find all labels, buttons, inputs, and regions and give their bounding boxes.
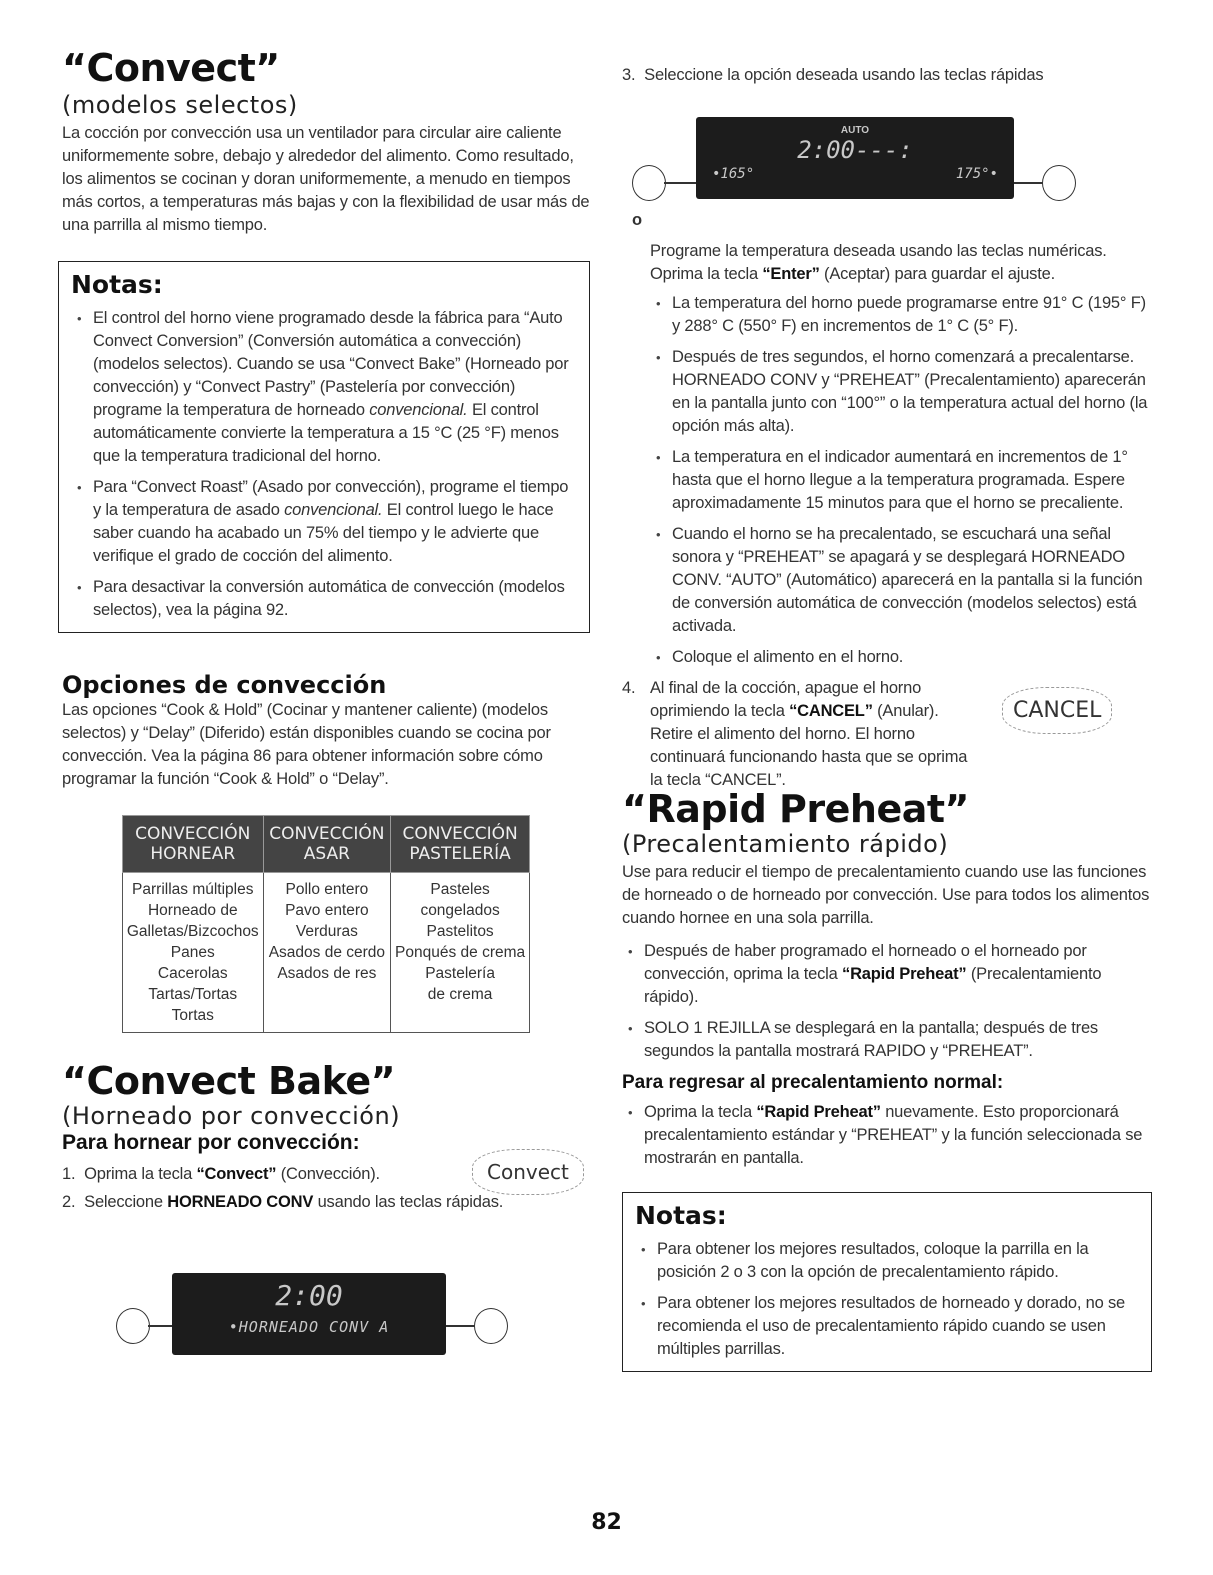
bullet-place-food: • Coloque el alimento en el horno. [650, 646, 1152, 669]
table-col-pasteleria: Pasteles congelados Pastelitos Ponqués de crema Pastelería de crema [391, 873, 530, 1033]
notes-title-1: Notas: [71, 270, 163, 299]
table-col-hornear: Parrillas múltiples Horneado de Galletas/Bizcochos Panes Cacerolas Tartas/Tortas Tortas [123, 873, 264, 1033]
step-4-text: 4. Al final de la cocción, apague el horno oprimiendo la tecla “CANCEL” (Anular). Retire el alimento del horno. El horno continuará funcionando hasta que se oprima la tecla “CANCEL”. [622, 679, 968, 789]
cancel-key-icon: CANCEL [1002, 687, 1112, 734]
rapid-bullet-2: • SOLO 1 REJILLA se desplegará en la pantalla; después de tres segundos la pantalla mostrará RAPIDO y “PREHEAT”. [622, 1017, 1152, 1063]
table-header-pasteleria: CONVECCIÓN PASTELERÍA [391, 816, 530, 873]
rapid-bullet-3: • Oprima la tecla “Rapid Preheat” nuevamente. Esto proporcionará precalentamiento estándar y “PREHEAT” y la función seleccionada se mostrarán en pantalla. [622, 1101, 1152, 1170]
bullet-temp-range: • La temperatura del horno puede programarse entre 91° C (195° F) y 288° C (550° F) en incrementos de 1° C (5° F). [650, 292, 1152, 338]
note-1-1: • El control del horno viene programado desde la fábrica para “Auto Convect Conversion” (Conversión automática a convección) (modelos selectos). Cuando se usa “Convect Bake” (Horneado por convección) y “Convect Pastry” (Pastelería por convección) programe la temperatura de horneado convencional. El control automáticamente convierte la temperatura a 15 °C (25 °F) menos que la temperatura tradicional del horno. [71, 307, 577, 468]
bake-display [172, 1273, 446, 1355]
display-temp-left: •165° [712, 166, 755, 182]
convect-key-icon: Convect [472, 1149, 584, 1195]
program-text: Programe la temperatura deseada usando las teclas numéricas. Oprima la tecla “Enter” (Aceptar) para guardar el ajuste. [650, 242, 1107, 283]
convect-bake-subtitle: (Horneado por convección) [62, 1102, 401, 1130]
bake-step-2: 2. Seleccione HORNEADO CONV usando las teclas rápidas. [62, 1193, 504, 1211]
select-display-graphic [622, 99, 1152, 209]
left-column [62, 0, 590, 1363]
table-header-hornear: CONVECCIÓN HORNEAR [123, 816, 264, 873]
display-auto: AUTO [840, 125, 870, 136]
select-display-time: 2:00---: [797, 136, 913, 164]
or-text: o [632, 211, 642, 229]
convection-table-wrap [122, 815, 530, 1033]
notes-title-2: Notas: [635, 1201, 727, 1230]
rapid-preheat-title: “Rapid Preheat” [622, 787, 970, 831]
bake-step-1: 1. Oprima la tecla “Convect” (Convección). [62, 1165, 380, 1183]
left-knob-icon [116, 1308, 150, 1344]
bake-display-graphic [62, 1243, 590, 1363]
bake-display-time: 2:00 [275, 1279, 343, 1312]
notes-box-2 [622, 1192, 1152, 1372]
convect-bake-heading: Para hornear por convección: [62, 1131, 360, 1154]
convection-table [122, 815, 530, 1033]
page-number: 82 [591, 1510, 622, 1535]
left-knob-icon [632, 165, 666, 201]
right-knob-icon [1042, 165, 1076, 201]
notes-box-1 [58, 261, 590, 633]
table-col-asar: Pollo entero Pavo entero Verduras Asados de cerdo Asados de res [263, 873, 391, 1033]
right-column [622, 0, 1152, 1372]
note-1-3: • Para desactivar la conversión automática de convección (modelos selectos), vea la página 92. [71, 576, 577, 622]
select-display [696, 117, 1014, 199]
convect-bake-title: “Convect Bake” [62, 1059, 396, 1103]
options-heading: Opciones de convección [62, 671, 387, 699]
rapid-intro: Use para reducir el tiempo de precalentamiento cuando use las funciones de horneado o de horneado por convección. Use para todos los alimentos cuando hornee en una sola parrilla. [622, 863, 1150, 927]
preheat-bullets [650, 292, 1152, 669]
note-2-2: • Para obtener los mejores resultados de horneado y dorado, no se recomienda el uso de precalentamiento rápido cuando se usen múltiples parrillas. [635, 1292, 1139, 1361]
rapid-normal-bullets [622, 1101, 1152, 1170]
step-3: 3. Seleccione la opción deseada usando las teclas rápidas [622, 66, 1044, 84]
convect-intro: La cocción por convección usa un ventilador para circular aire caliente uniformemente sobre, debajo y alrededor del alimento. Como resultado, los alimentos se cocinan y doran uniformemente, a menudo en tiempos más cortos, a temperaturas más bajas y con la flexibilidad de usar más de una parrilla al mismo tiempo. [62, 124, 590, 234]
rapid-bullets [622, 940, 1152, 1063]
convect-title: “Convect” [62, 46, 280, 90]
bake-display-text: •HORNEADO CONV A [228, 1318, 390, 1336]
bullet-preheated: • Cuando el horno se ha precalentado, se escuchará una señal sonora y “PREHEAT” se apagará y se desplegará HORNEADO CONV. “AUTO” (Automático) aparecerá en la pantalla si la función de conversión automática de convección (modelos selectos) está activada. [650, 523, 1152, 638]
bullet-temp-increase: • La temperatura en el indicador aumentará en incrementos de 1° hasta que el horno llegue a la temperatura programada. Espere aproximadamente 15 minutos para que el horno se precaliente. [650, 446, 1152, 515]
display-temp-right: 175°• [955, 166, 998, 182]
rapid-preheat-subtitle: (Precalentamiento rápido) [622, 830, 949, 858]
table-header-asar: CONVECCIÓN ASAR [263, 816, 391, 873]
rapid-bullet-1: • Después de haber programado el horneado o el horneado por convección, oprima la tecla “Rapid Preheat” (Precalentamiento rápido). [622, 940, 1152, 1009]
bake-steps [62, 1155, 590, 1215]
options-text: Las opciones “Cook & Hold” (Cocinar y mantener caliente) (modelos selectos) y “Delay” (Diferido) están disponibles cuando se cocina por convección. Vea la página 86 para obtener información sobre cómo programar la función “Cook & Hold” o “Delay”. [62, 701, 551, 788]
rapid-normal-heading: Para regresar al precalentamiento normal: [622, 1072, 1004, 1093]
note-1-2: • Para “Convect Roast” (Asado por convección), programe el tiempo y la temperatura de asado convencional. El control luego le hace saber cuando ha acabado un 75% del tiempo y le advierte que verifique el grado de cocción del alimento. [71, 476, 577, 568]
bullet-preheat-start: • Después de tres segundos, el horno comenzará a precalentarse. HORNEADO CONV y “PREHEAT” (Precalentamiento) aparecerán en la pantalla junto con “100°” o la temperatura actual del horno (la opción más alta). [650, 346, 1152, 438]
right-knob-icon [474, 1308, 508, 1344]
note-2-1: • Para obtener los mejores resultados, coloque la parrilla en la posición 2 o 3 con la opción de precalentamiento rápido. [635, 1238, 1139, 1284]
convect-subtitle: (modelos selectos) [62, 91, 298, 119]
step-4 [622, 677, 1152, 789]
